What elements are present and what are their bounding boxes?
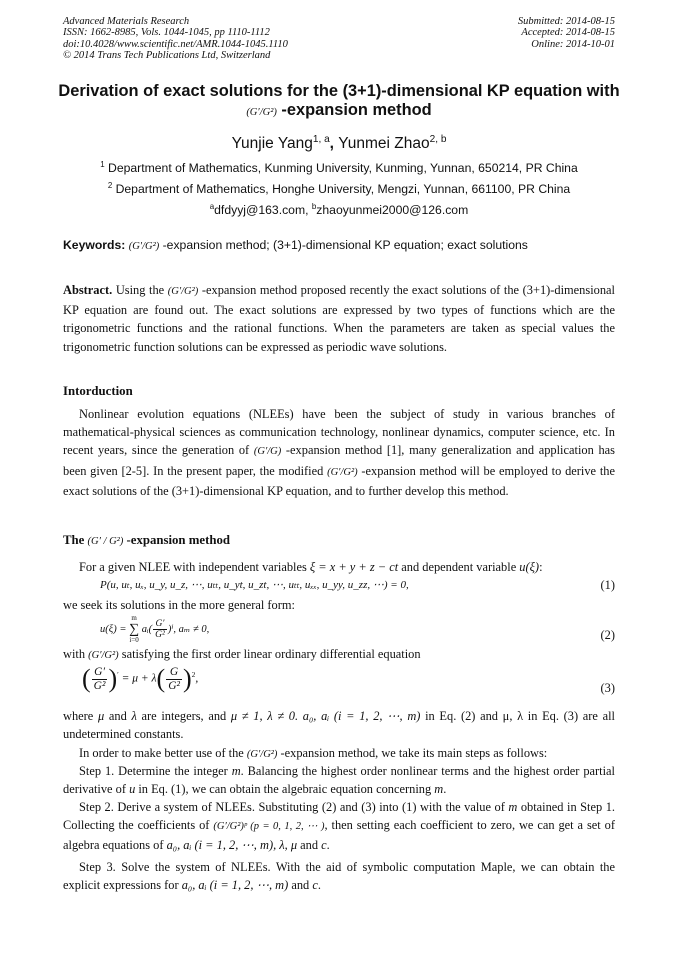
- p1-text-a: For a given NLEE with independent variables: [79, 560, 310, 574]
- intro-heading: Intorduction: [63, 384, 133, 398]
- affiliation-2: [0, 181, 678, 196]
- step-2: [63, 798, 615, 855]
- email-a: dfdyyj@163.com,: [214, 203, 312, 218]
- abstract: [63, 281, 615, 356]
- equation-2-number: (2): [600, 628, 615, 642]
- abstract-text-2: -expansion method proposed recently the exact solutions of the (3+1)-dimensional KP equation are found out. The exact solutions are expressed by two types of functions which are the trigonometric functions and the rational functions. When the parameters are taken as special values the trigonometric function solutions can be expressed as periodic wave solutions.: [63, 283, 615, 354]
- p1-math-xi: ξ = x + y + z − ct: [309, 560, 399, 574]
- abstract-math: (G′/G²): [167, 286, 199, 297]
- eq2-sum-top: m: [131, 614, 137, 622]
- affiliation-1: [0, 160, 678, 175]
- eq3-denominator-2: G²: [168, 679, 180, 692]
- step3-text-b: and: [288, 878, 313, 893]
- equation-3: ( $\frac{G'}{\text{G²}}$ )′ = μ + λ( $\frac{G}{\text{G²}}$ )$^2$,: [82, 664, 199, 693]
- eq3-fraction-2: [166, 666, 182, 693]
- step1-text-d: .: [443, 782, 447, 797]
- step1-u: u: [129, 782, 136, 797]
- p1-math-u: u(ξ): [519, 560, 540, 574]
- step3-c: c: [312, 878, 318, 893]
- p3-text-b: satisfying the first order linear ordinary differential equation: [118, 647, 421, 661]
- journal-header-left: [63, 16, 288, 62]
- affiliation-2-text: Department of Mathematics, Honghe University, Mengzi, Yunnan, 661100, PR China: [112, 182, 571, 197]
- step2-m: m: [508, 800, 518, 814]
- eq2-numerator: G′: [153, 619, 167, 630]
- equation-3-number: (3): [600, 681, 615, 695]
- step1-m2: m: [434, 782, 444, 797]
- keywords: [63, 238, 623, 252]
- method-heading-math: (G′ / G²): [87, 536, 124, 547]
- eq3-denominator-1: G²: [93, 679, 106, 692]
- email-b: zhaoyunmei2000@126.com: [316, 203, 469, 218]
- p5-text-b: -expansion method, we take its main steps as follows:: [277, 746, 548, 760]
- p1-text-b: and dependent variable: [398, 560, 520, 574]
- author-2: Yunmei Zhao: [338, 135, 430, 153]
- p4-condition: μ ≠ 1, λ ≠ 0.: [230, 709, 299, 723]
- title-math: (G′/G²): [246, 107, 277, 118]
- author-1: Yunjie Yang: [231, 135, 313, 153]
- email-a-sup: a: [209, 202, 215, 211]
- p4-mu: μ: [97, 709, 105, 723]
- eq2-denominator: G²: [155, 630, 165, 640]
- p3-math: (G′/G²): [88, 650, 119, 661]
- issn-line: ISSN: 1662-8985, Vols. 1044-1045, pp 1110-1112: [63, 27, 270, 39]
- p4-text-b: and: [104, 709, 132, 723]
- intro-paragraph: [63, 405, 615, 500]
- eq2-tail: )ⁱ, aₘ ≠ 0,: [167, 623, 210, 635]
- author-2-sup: 2, b: [429, 134, 447, 145]
- eq3-middle: = μ + λ: [118, 672, 157, 685]
- affiliation-2-sup: 2: [107, 181, 113, 190]
- eq2-fraction: [153, 619, 167, 640]
- p4-lambda: λ: [131, 709, 137, 723]
- author-separator: ,: [329, 135, 339, 153]
- intro-text-1: Nonlinear evolution equations (NLEEs) have been the subject of study in various branches of mathematical-physical sciences as communication technology, nonlinear dynamics, computer science, etc. In recent years, since the generation of: [63, 407, 615, 458]
- p4-text-a: where: [63, 709, 98, 723]
- p5-math: (G′/G²): [246, 749, 278, 760]
- step2-c: c: [321, 838, 327, 853]
- emails: [0, 202, 678, 217]
- p3-text-a: with: [63, 647, 89, 661]
- eq3-tail: ,: [195, 672, 199, 685]
- method-paragraph-1: [63, 558, 615, 576]
- equation-1-number: (1): [600, 578, 615, 592]
- step2-text-d: and: [297, 838, 322, 853]
- p4-text-c: are integers, and: [136, 709, 231, 723]
- step2-text-e: .: [326, 838, 330, 853]
- equation-1: P(u, uₜ, uₓ, u_y, u_z, ⋯, uₜₜ, u_yt, u_zt, ⋯, uₜₜ, uₓₓ, u_yy, u_zz, ⋯) = 0,: [100, 579, 409, 591]
- affiliation-1-sup: 1: [100, 160, 105, 169]
- doi-line: doi:10.4028/www.scientific.net/AMR.1044-1045.1110: [63, 38, 288, 50]
- step-1: [63, 762, 615, 798]
- intro-math-1: (G′/G): [253, 446, 282, 458]
- submitted-date: Submitted: 2014-08-15: [517, 16, 615, 27]
- step3-text-d: .: [317, 878, 321, 893]
- journal-name: Advanced Materials Research: [63, 16, 190, 27]
- step2-text-a: Step 2. Derive a system of NLEEs. Substituting (2) and (3) into (1) with the value of: [79, 800, 509, 814]
- step3-math: a₀, aᵢ (i = 1, 2, ⋯, m): [181, 878, 289, 893]
- eq3-numerator-2: G: [166, 666, 182, 680]
- step2-math: (G′/G²)ᵖ (p = 0, 1, 2, ⋯ ): [213, 821, 325, 833]
- step1-m: m: [231, 764, 241, 778]
- abstract-text-1: Using the: [112, 283, 168, 297]
- method-heading-post: -expansion method: [123, 533, 230, 547]
- keywords-text: -expansion method; (3+1)-dimensional KP equation; exact solutions: [159, 238, 528, 252]
- step2-math-2: a₀, aᵢ (i = 1, 2, ⋯, m), λ, μ: [166, 838, 298, 853]
- keywords-label: Keywords:: [63, 238, 126, 252]
- author-1-sup: 1, a: [312, 134, 330, 145]
- keywords-math: (G′/G²): [128, 241, 160, 252]
- step1-text-a: Step 1. Determine the integer: [79, 764, 232, 778]
- intro-text-3: -expansion method will be employed to derive the exact solutions of the (3+1)-dimensional KP equation, and to further develop this method.: [63, 463, 615, 498]
- copyright-line: © 2014 Trans Tech Publications Ltd, Switzerland: [63, 50, 271, 62]
- step3-text-a: Step 3. Solve the system of NLEEs. With the aid of symbolic computation Maple, we can obtain the explicit expressions for: [63, 860, 615, 893]
- method-paragraph-3: [63, 645, 615, 665]
- title-line-1: Derivation of exact solutions for the (3+1)-dimensional KP equation with: [58, 82, 620, 100]
- accepted-date: Accepted: 2014-08-15: [521, 27, 615, 39]
- intro-math-2: (G′/G²): [327, 466, 358, 478]
- authors: [0, 134, 678, 153]
- affiliation-1-text: Department of Mathematics, Kunming University, Kunming, Yunnan, 650214, PR China: [104, 161, 578, 176]
- p4-text-e: in Eq. (2) and μ, λ in Eq. (3) are all undetermined constants.: [63, 709, 615, 742]
- eq2-lhs: u(ξ) =: [100, 623, 130, 635]
- step1-text-b: . Balancing the highest order nonlinear terms and the highest order partial derivative of: [63, 764, 615, 797]
- method-heading-pre: The: [63, 533, 88, 547]
- online-date: Online: 2014-10-01: [531, 38, 615, 50]
- method-paragraph-2: we seek its solutions in the more general form:: [63, 598, 295, 612]
- step2-text-c: , then setting each coefficient to zero, we can get a set of algebra equations of: [63, 818, 615, 853]
- eq3-numerator-1: G′: [92, 666, 108, 680]
- intro-text-2: -expansion method [1], many generalization and application has been given [2-5]. In the present paper, the modified: [63, 443, 615, 478]
- eq2-sum: [129, 614, 139, 645]
- eq2-ai: aᵢ(: [141, 623, 153, 635]
- email-b-sup: b: [311, 202, 317, 211]
- paper-title: [40, 82, 638, 122]
- eq2-sum-bottom: i=0: [129, 636, 139, 644]
- eq2-sum-symbol: ∑: [129, 622, 140, 637]
- step1-text-c: in Eq. (1), we can obtain the algebraic equation concerning: [135, 782, 435, 797]
- step2-text-b: obtained in Step 1. Collecting the coefficients of: [63, 800, 616, 833]
- eq3-fraction-1: [92, 666, 108, 693]
- step-3: [63, 858, 615, 894]
- title-line-2-text: -expansion method: [276, 101, 432, 119]
- p1-text-c: :: [539, 560, 543, 574]
- method-heading: [63, 533, 230, 548]
- abstract-label: Abstract.: [63, 283, 113, 297]
- p5-text-a: In order to make better use of the: [79, 746, 247, 760]
- p4-coefficients: a₀, aᵢ (i = 1, 2, ⋯, m): [298, 709, 421, 723]
- method-paragraph-4: [63, 707, 615, 743]
- title-line-2: [40, 101, 638, 122]
- equation-2: [100, 614, 400, 645]
- journal-header-right: [518, 16, 615, 50]
